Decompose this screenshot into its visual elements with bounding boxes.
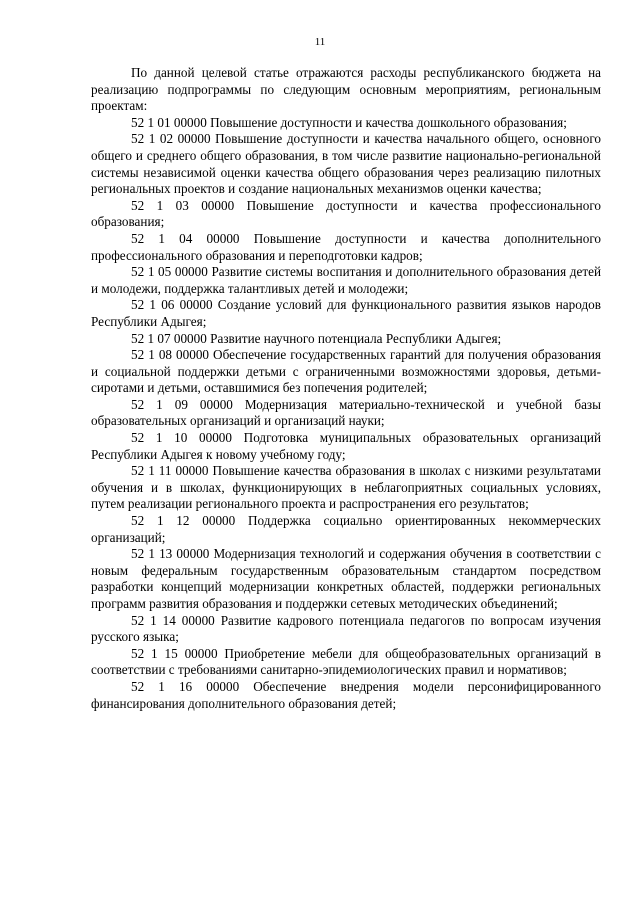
paragraph-intro: По данной целевой статье отражаются расходы республиканского бюджета на реализацию подпрограммы по следующим основным мероприятиям, региональным проектам: [91,65,601,114]
paragraph-item: 52 1 11 00000 Повышение качества образования в школах с низкими результатами обучения и в школах, функционирующих в неблагоприятных социальных условиях, путем реализации регионального проекта и распространения его результатов; [91,463,601,512]
paragraph-item: 52 1 05 00000 Развитие системы воспитания и дополнительного образования детей и молодежи, поддержка талантливых детей и молодежи; [91,264,601,296]
paragraph-item: 52 1 02 00000 Повышение доступности и качества начального общего, основного общего и среднего общего образования, в том числе развитие национально-региональной системы независимой оценки качества общего образования через реализацию пилотных региональных проектов и создание национальных механизмов оценки качества; [91,131,601,197]
paragraph-item: 52 1 06 00000 Создание условий для функционального развития языков народов Республики Адыгея; [91,297,601,329]
page-number: 11 [314,36,326,48]
document-body [91,65,601,712]
paragraph-item: 52 1 03 00000 Повышение доступности и качества профессионального образования; [91,197,601,230]
paragraph-item: 52 1 07 00000 Развитие научного потенциала Республики Адыгея; [131,330,502,346]
paragraph-item: 52 1 10 00000 Подготовка муниципальных образовательных организаций Республики Адыгея к новому учебному году; [91,430,601,462]
paragraph-item: 52 1 13 00000 Модернизация технологий и содержания обучения в соответствии с новым федеральным государственным образовательным стандартом посредством разработки концепций модернизации конкретных областей, поддержки региональных программ развития образования и поддержки сетевых методических объединений; [91,546,601,611]
paragraph-item: 52 1 04 00000 Повышение доступности и качества дополнительного профессионального образования и переподготовки кадров; [91,230,601,263]
paragraph-item: 52 1 16 00000 Обеспечение внедрения модели персонифицированного финансирования дополнительного образования детей; [91,678,601,711]
paragraph-item: 52 1 09 00000 Модернизация материально-технической и учебной базы образовательных организаций и организаций науки; [91,396,601,429]
paragraph-item: 52 1 15 00000 Приобретение мебели для общеобразовательных организаций в соответствии с требованиями санитарно-эпидемиологических правил и нормативов; [91,645,601,678]
paragraph-item: 52 1 14 00000 Развитие кадрового потенциала педагогов по вопросам изучения русского языка; [91,612,601,645]
paragraph-item: 52 1 01 00000 Повышение доступности и качества дошкольного образования; [131,114,567,130]
paragraph-item: 52 1 12 00000 Поддержка социально ориентированных некоммерческих организаций; [91,513,601,545]
paragraph-item: 52 1 08 00000 Обеспечение государственных гарантий для получения образования и социальной поддержки детьми с ограниченными возможностями здоровья, детьми-сиротами и детьми, оставшимися без попечения родителей; [91,347,601,396]
